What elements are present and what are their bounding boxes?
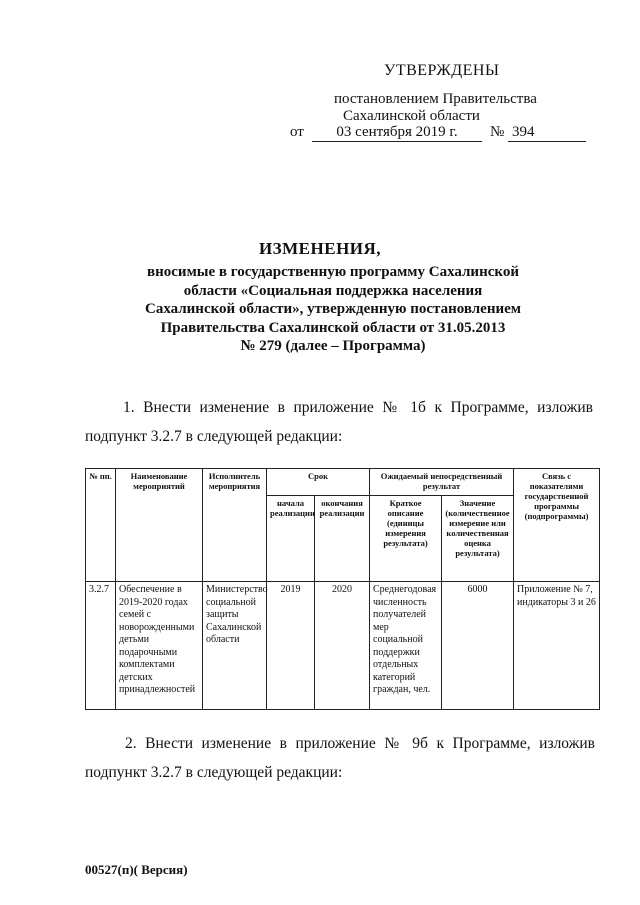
- subtitle-line: вносимые в государственную программу Сахалинской: [147, 264, 519, 280]
- approval-line-1: постановлением Правительства: [334, 91, 537, 107]
- document-title: ИЗМЕНЕНИЯ,: [258, 239, 382, 258]
- row-start: 2019: [267, 582, 315, 710]
- subtitle-line: Правительства Сахалинской области от 31.05.2013: [160, 319, 506, 336]
- row-executor: Министерство социальной защиты Сахалинской области: [203, 582, 267, 710]
- header-term-end: окончания реализации: [315, 496, 370, 582]
- row-value: 6000: [442, 582, 514, 710]
- header-link: Связь с показателями государственной программы (подпрограммы): [514, 469, 600, 582]
- header-num: № пп.: [86, 469, 116, 582]
- header-short-desc: Краткое описание (единицы измерения результата): [370, 496, 442, 582]
- date-value: 03 сентября 2019 г.: [312, 124, 482, 142]
- document-subtitle: [118, 263, 548, 356]
- header-expected: Ожидаемый непосредственный результат: [370, 469, 514, 496]
- approval-line-2: Сахалинской области: [343, 108, 480, 124]
- number-label: №: [490, 124, 505, 140]
- paragraph-1-line-1: 1. Внести изменение в приложение № 1б к Программе, изложив: [123, 399, 593, 416]
- table-row: [86, 582, 600, 710]
- document-footer: 00527(п)( Версия): [85, 862, 188, 877]
- date-label: от: [290, 124, 304, 140]
- row-desc: Среднегодовая численность получателей мер социальной поддержки отдельных категорий граждан, чел.: [370, 582, 442, 710]
- measures-table: [85, 468, 600, 710]
- paragraph-2-line-1: 2. Внести изменение в приложение № 9б к Программе, изложив: [125, 735, 595, 752]
- paragraph-1-line-2: подпункт 3.2.7 в следующей редакции:: [85, 428, 343, 445]
- row-num: 3.2.7: [86, 582, 116, 710]
- header-name: Наименование мероприятий: [116, 469, 203, 582]
- row-link: Приложение № 7, индикаторы 3 и 26: [514, 582, 600, 710]
- paragraph-2-line-2: подпункт 3.2.7 в следующей редакции:: [85, 764, 343, 781]
- header-executor: Исполнитель мероприятия: [203, 469, 267, 582]
- header-value: Значение (количественное измерение или количественная оценка результата): [442, 496, 514, 582]
- row-name: Обеспечение в 2019-2020 годах семей с новорожденными детьми подарочными комплектами детских принадлежностей: [116, 582, 203, 710]
- subtitle-line: Сахалинской области», утвержденную постановлением: [144, 301, 522, 317]
- approval-heading: УТВЕРЖДЕНЫ: [384, 62, 500, 79]
- row-end: 2020: [315, 582, 370, 710]
- subtitle-line: области «Социальная поддержка населения: [183, 282, 483, 299]
- header-term-start: начала реализации: [267, 496, 315, 582]
- header-term: Срок: [267, 469, 370, 496]
- subtitle-line: № 279 (далее – Программа): [240, 338, 426, 354]
- number-value: 394: [508, 124, 586, 142]
